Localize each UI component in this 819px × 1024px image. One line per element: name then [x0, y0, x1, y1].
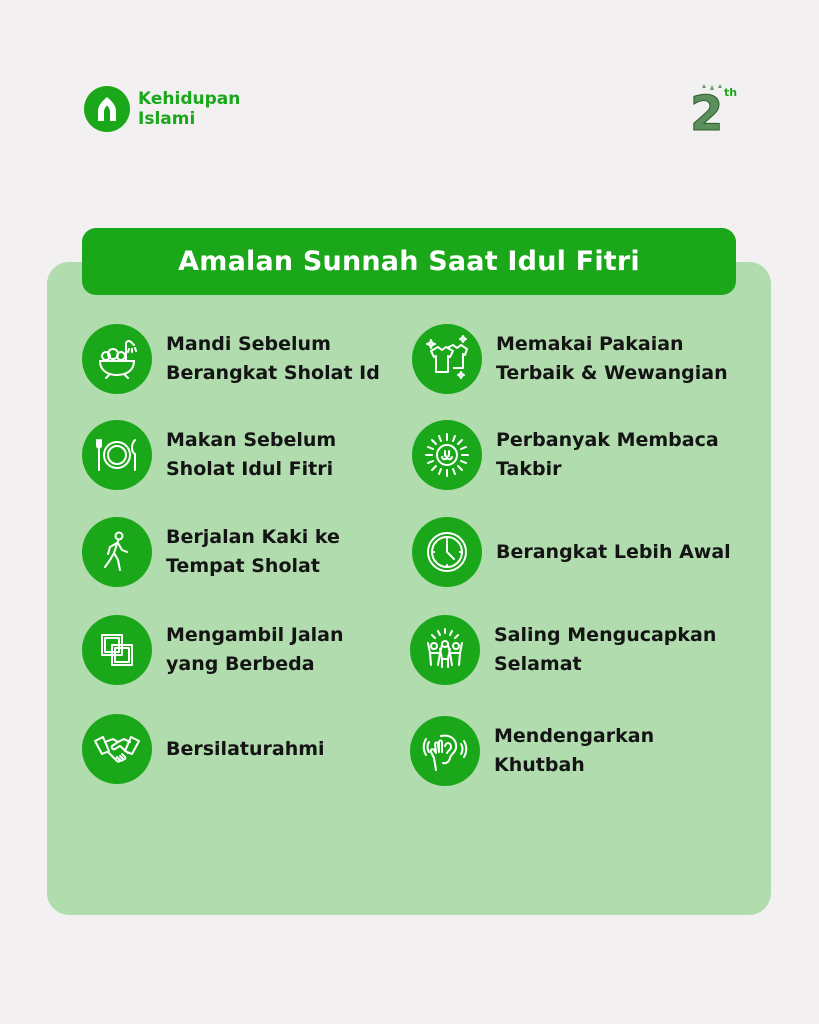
item-label	[166, 735, 325, 764]
anniversary-suffix: th	[724, 86, 738, 99]
item-label	[166, 621, 344, 679]
item-label	[496, 426, 719, 484]
list-item	[412, 420, 719, 490]
brand-name	[138, 89, 240, 129]
brand-name-line2: Islami	[138, 109, 196, 129]
people-celebrate-icon	[410, 615, 480, 685]
brand-name-line1: Kehidupan	[138, 89, 241, 109]
item-label-line2: Selamat	[494, 653, 582, 675]
list-item	[82, 517, 340, 587]
item-label	[166, 523, 340, 581]
item-label-line1: Perbanyak Membaca	[496, 429, 719, 451]
item-label	[494, 621, 716, 679]
clock-icon	[412, 517, 482, 587]
handshake-icon	[82, 714, 152, 784]
list-item	[410, 615, 716, 685]
item-label	[496, 330, 728, 388]
item-label-line1: Makan Sebelum	[166, 429, 337, 451]
brand-logo	[84, 86, 240, 132]
anniversary-badge	[688, 84, 740, 136]
title-bar	[82, 228, 736, 295]
path-icon	[82, 615, 152, 685]
item-label-line2: yang Berbeda	[166, 653, 315, 675]
list-item	[410, 716, 654, 786]
brand-logo-icon	[84, 86, 130, 132]
bath-icon	[82, 324, 152, 394]
item-label-line1: Mendengarkan	[494, 725, 655, 747]
item-label-line1: Memakai Pakaian	[496, 333, 684, 355]
takbir-icon	[412, 420, 482, 490]
plate-icon	[82, 420, 152, 490]
item-label	[494, 722, 654, 780]
item-label	[166, 330, 380, 388]
anniversary-number: 2	[690, 86, 724, 136]
item-label-line1: Berangkat Lebih Awal	[496, 540, 731, 563]
clothes-icon	[412, 324, 482, 394]
item-label-line1: Bersilaturahmi	[166, 737, 325, 760]
listening-ear-icon	[410, 716, 480, 786]
list-item	[412, 517, 731, 587]
item-label	[166, 426, 336, 484]
item-label	[496, 538, 731, 567]
item-label-line1: Mandi Sebelum	[166, 333, 331, 355]
item-label-line1: Mengambil Jalan	[166, 624, 344, 646]
list-item	[82, 324, 380, 394]
page-title: Amalan Sunnah Saat Idul Fitri	[178, 246, 640, 277]
list-item	[412, 324, 728, 394]
item-label-line2: Berangkat Sholat Id	[166, 362, 380, 384]
list-item	[82, 615, 344, 685]
item-label-line2: Takbir	[496, 458, 562, 480]
list-item	[82, 714, 325, 784]
item-label-line2: Tempat Sholat	[166, 555, 320, 577]
item-label-line2: Sholat Idul Fitri	[166, 458, 334, 480]
item-label-line1: Berjalan Kaki ke	[166, 526, 340, 548]
list-item	[82, 420, 336, 490]
walking-icon	[82, 517, 152, 587]
item-label-line1: Saling Mengucapkan	[494, 624, 717, 646]
item-label-line2: Khutbah	[494, 754, 585, 776]
item-label-line2: Terbaik & Wewangian	[496, 362, 728, 384]
